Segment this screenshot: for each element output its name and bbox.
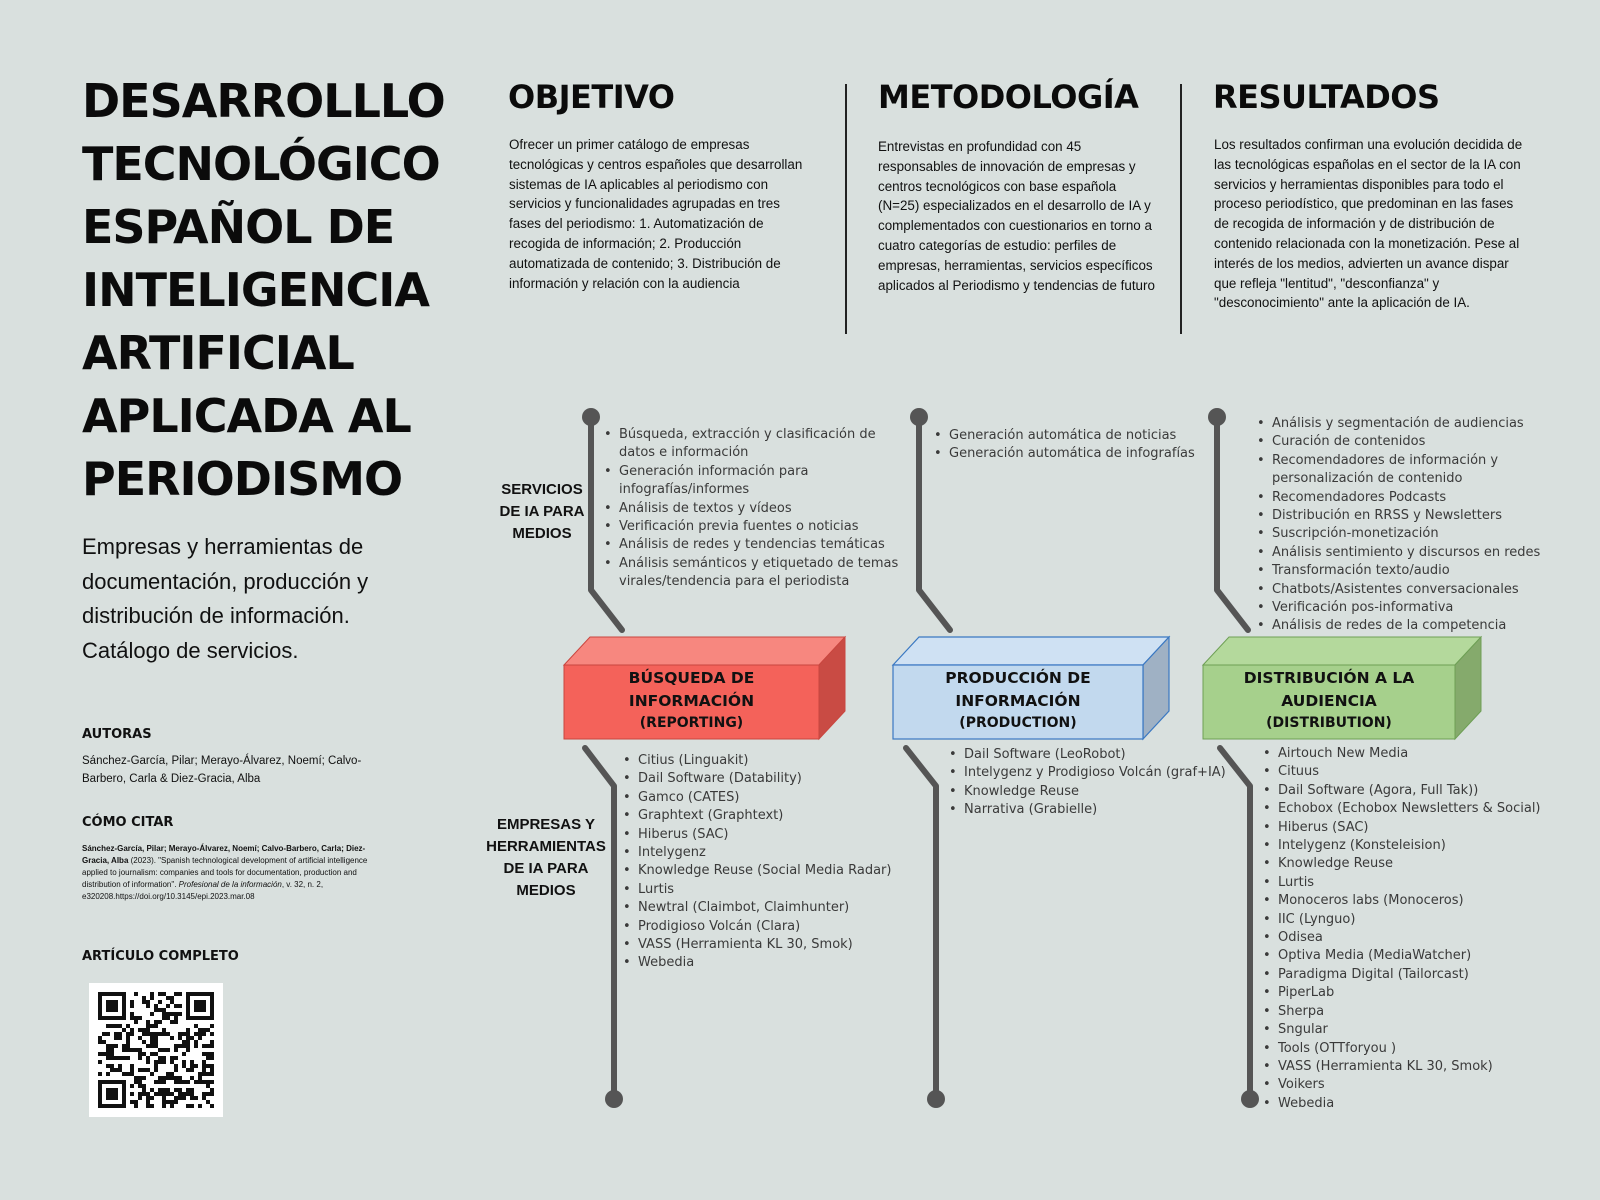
phase-title: BÚSQUEDA DE INFORMACIÓN xyxy=(628,669,755,710)
metodologia-text: Entrevistas en profundidad con 45 responsables de innovación de empresas y centros tecnológicos con base española (N=25) especializados en el desarrollo de IA y complementados con cuestionarios en torno a cuatro categorías de estudio: perfiles de empresas, herramientas, servicios específicos aplicados al Periodismo y tendencias de futuro xyxy=(878,139,1155,293)
list-item: • Intelygenz (Konsteleision) xyxy=(1278,837,1578,855)
list-item: • Lurtis xyxy=(1278,874,1578,892)
list-item: • Airtouch New Media xyxy=(1278,745,1578,763)
phase-subtitle: (PRODUCTION) xyxy=(959,715,1077,731)
timeline-dot xyxy=(582,408,600,426)
poster-title: DESARROLLLO TECNOLÓGICO ESPAÑOL DE INTELIGENCIA ARTIFICIAL APLICADA AL PERIODISMO xyxy=(82,74,445,506)
list-item: • Hiberus (SAC) xyxy=(638,826,928,844)
list-item: • Distribución en RRSS y Newsletters xyxy=(1272,507,1572,525)
list-item: • Chatbots/Asistentes conversacionales xyxy=(1272,581,1572,599)
resultados-text: Los resultados confirman una evolución decidida de las tecnológicas españolas en el sector de la IA con servicios y herramientas disponibles para todo el proceso periodístico, que predominan en las fases de recogida de información y de distribución de contenido relacionada con la monetización. Pese al interés de los medios, advierten un avance dispar que refleja "lentitud", "desconfianza" y "desconocimiento" ante la aplicación de IA. xyxy=(1214,137,1523,311)
phase-box-distribution xyxy=(1203,667,1455,734)
list-item: • Hiberus (SAC) xyxy=(1278,819,1578,837)
services-list-production xyxy=(931,427,1219,464)
list-item: • Prodigioso Volcán (Clara) xyxy=(638,918,928,936)
authors-heading: AUTORAS xyxy=(82,727,152,742)
cite-heading: CÓMO CITAR xyxy=(82,815,174,830)
list-item: • Webedia xyxy=(1278,1095,1578,1113)
list-item: • Monoceros labs (Monoceros) xyxy=(1278,892,1578,910)
list-item: • Voikers xyxy=(1278,1076,1578,1094)
list-item: • PiperLab xyxy=(1278,984,1578,1002)
services-line-distribution xyxy=(1217,418,1248,630)
list-item: • Sngular xyxy=(1278,1021,1578,1039)
poster-subtitle: Empresas y herramientas de documentación, producción y distribución de información. Catálogo de servicios. xyxy=(82,534,369,663)
phase-title: DISTRIBUCIÓN A LA AUDIENCIA xyxy=(1243,669,1415,710)
list-item: • Tools (OTTforyou ) xyxy=(1278,1040,1578,1058)
timeline-dot xyxy=(910,408,928,426)
list-item: • Análisis de redes y tendencias temáticas xyxy=(619,536,914,554)
resultados-title: RESULTADOS xyxy=(1213,78,1440,116)
list-item: • Odisea xyxy=(1278,929,1578,947)
companies-list-reporting xyxy=(620,752,928,973)
list-item: • Lurtis xyxy=(638,881,928,899)
list-item: • Análisis sentimiento y discursos en redes xyxy=(1272,544,1572,562)
list-item: • Paradigma Digital (Tailorcast) xyxy=(1278,966,1578,984)
citation-journal: Profesional de la información xyxy=(178,880,282,889)
list-item: • Generación automática de infografías xyxy=(949,445,1219,463)
phase-title: PRODUCCIÓN DE INFORMACIÓN xyxy=(945,669,1091,710)
list-item: • Graphtext (Graphtext) xyxy=(638,807,928,825)
list-item: • Knowledge Reuse xyxy=(1278,855,1578,873)
list-item: • Búsqueda, extracción y clasificación de datos e información xyxy=(619,426,914,463)
services-row-label: SERVICIOS DE IA PARA MEDIOS xyxy=(499,481,585,542)
list-item: • Análisis de textos y vídeos xyxy=(619,500,914,518)
phase-subtitle: (DISTRIBUTION) xyxy=(1266,715,1392,731)
list-item: • Generación automática de noticias xyxy=(949,427,1219,445)
list-item: • Transformación texto/audio xyxy=(1272,562,1572,580)
list-item: • Gamco (CATES) xyxy=(638,789,928,807)
objetivo-title: OBJETIVO xyxy=(508,78,675,116)
companies-line-reporting xyxy=(585,748,614,1100)
timeline-dot xyxy=(927,1090,945,1108)
list-item: • Dail Software (LeoRobot) xyxy=(964,746,1254,764)
list-item: • Suscripción-monetización xyxy=(1272,525,1572,543)
list-item: • Verificación previa fuentes o noticias xyxy=(619,518,914,536)
citation-body: (2023). "Spanish technological development of artificial intelligence applied to journalism: companies and tools for documentation, production and distribution of information". xyxy=(82,856,368,889)
authors-text: Sánchez-García, Pilar; Merayo-Álvarez, Noemí; Calvo-Barbero, Carla & Diez-Gracia, Alba xyxy=(82,755,362,785)
list-item: • Análisis de redes de la competencia xyxy=(1272,617,1572,635)
companies-row-label: EMPRESAS Y HERRAMIENTAS DE IA PARA MEDIOS xyxy=(486,816,606,899)
list-item: • Echobox (Echobox Newsletters & Social) xyxy=(1278,800,1578,818)
list-item: • Optiva Media (MediaWatcher) xyxy=(1278,947,1578,965)
list-item: • Narrativa (Grabielle) xyxy=(964,801,1254,819)
list-item: • Cituus xyxy=(1278,763,1578,781)
list-item: • Knowledge Reuse xyxy=(964,783,1254,801)
list-item: • Dail Software (Agora, Full Tak)) xyxy=(1278,782,1578,800)
list-item: • Dail Software (Datability) xyxy=(638,770,928,788)
list-item: • Intelygenz xyxy=(638,844,928,862)
timeline-dot xyxy=(1208,408,1226,426)
objetivo-text: Ofrecer un primer catálogo de empresas tecnológicas y centros españoles que desarrollan sistemas de IA aplicables al periodismo con servicios y funcionalidades agrupadas en tres fases del periodismo: 1. Automatización de recogida de información; 2. Producción automatizada de contenido; 3. Distribución de información y relación con la audiencia xyxy=(509,137,803,291)
phase-box-reporting xyxy=(564,667,819,734)
article-heading: ARTÍCULO COMPLETO xyxy=(82,949,239,964)
metodologia-title: METODOLOGÍA xyxy=(878,78,1139,116)
list-item: • Citius (Linguakit) xyxy=(638,752,928,770)
list-item: • VASS (Herramienta KL 30, Smok) xyxy=(1278,1058,1578,1076)
list-item: • Sherpa xyxy=(1278,1003,1578,1021)
timeline-dot xyxy=(1241,1090,1259,1108)
list-item: • Intelygenz y Prodigioso Volcán (graf+IA) xyxy=(964,764,1254,782)
list-item: • Análisis semánticos y etiquetado de temas virales/tendencia para el periodista xyxy=(619,555,914,592)
list-item: • Recomendadores Podcasts xyxy=(1272,489,1572,507)
list-item: • Análisis y segmentación de audiencias xyxy=(1272,415,1572,433)
list-item: • Newtral (Claimbot, Claimhunter) xyxy=(638,899,928,917)
services-list-reporting xyxy=(601,426,914,592)
companies-list-distribution xyxy=(1260,745,1578,1113)
citation-authors: Sánchez-García, Pilar; Merayo-Álvarez, Noemí; Calvo-Barbero, Carla; Diez-Gracia, Alba xyxy=(82,844,366,865)
services-list-distribution xyxy=(1254,415,1572,636)
phase-box-production xyxy=(893,667,1143,734)
list-item: • VASS (Herramienta KL 30, Smok) xyxy=(638,936,928,954)
list-item: • Webedia xyxy=(638,954,928,972)
timeline-dot xyxy=(605,1090,623,1108)
companies-list-production xyxy=(946,746,1254,820)
list-item: • Verificación pos-informativa xyxy=(1272,599,1572,617)
list-item: • Generación información para infografías/informes xyxy=(619,463,914,500)
list-item: • IIC (Lynguo) xyxy=(1278,911,1578,929)
phase-subtitle: (REPORTING) xyxy=(639,715,744,731)
list-item: • Knowledge Reuse (Social Media Radar) xyxy=(638,862,928,880)
citation-ref: , v. 32, n. 2, e320208.https://doi.org/10.3145/epi.2023.mar.08 xyxy=(82,880,324,901)
list-item: • Curación de contenidos xyxy=(1272,433,1572,451)
list-item: • Recomendadores de información y personalización de contenido xyxy=(1272,452,1572,489)
